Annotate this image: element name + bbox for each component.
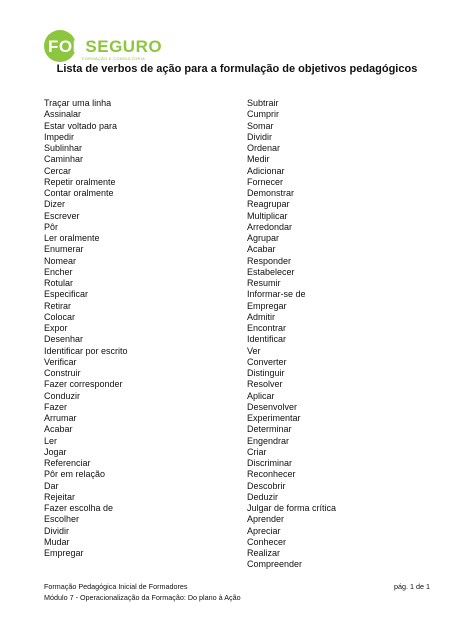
verb-item: Impedir — [44, 131, 75, 142]
verb-item: Ler — [44, 435, 58, 446]
verb-item: Rejeitar — [44, 491, 76, 502]
footer-line-1 — [44, 582, 430, 591]
verb-item: Julgar de forma crítica — [247, 503, 337, 513]
forseguro-logo — [44, 30, 162, 64]
verb-item: Admitir — [247, 311, 276, 322]
verb-item: Construir — [44, 368, 81, 378]
verb-item: Medir — [247, 154, 270, 165]
verb-item: Engendrar — [247, 435, 290, 446]
verb-item: Referenciar — [44, 458, 91, 468]
verb-item: Identificar por escrito — [44, 345, 128, 356]
verb-item: Aprender — [247, 514, 285, 525]
verb-item: Pôr — [44, 221, 59, 232]
verb-item: Empregar — [44, 548, 84, 558]
verb-item: Informar-se de — [247, 289, 306, 300]
verb-item: Assinalar — [44, 109, 82, 120]
verb-item: Somar — [247, 120, 274, 131]
verb-item: Ler oralmente — [44, 233, 100, 243]
verb-item: Fazer — [44, 401, 68, 412]
verb-item: Resolver — [247, 379, 283, 390]
verb-item: Descobrir — [247, 480, 286, 491]
verb-item: Pôr em relação — [44, 469, 106, 480]
verb-item: Repetir oralmente — [44, 176, 116, 187]
verb-item: Estar voltado para — [44, 120, 118, 131]
verb-item: Subtrair — [247, 98, 279, 108]
verb-item: Conhecer — [247, 536, 287, 547]
verb-item: Demonstrar — [247, 188, 295, 198]
verb-item: Expor — [44, 323, 68, 333]
verb-item: Deduzir — [247, 491, 279, 502]
verb-item: Multiplicar — [247, 210, 288, 221]
verb-item: Determinar — [247, 424, 292, 435]
verb-item: Apreciar — [247, 525, 281, 536]
verb-item: Fazer escolha de — [44, 503, 114, 513]
verb-item: Rotular — [44, 278, 74, 288]
verb-item: Contar oralmente — [44, 188, 114, 198]
verb-item: Verificar — [44, 356, 77, 367]
verb-item: Ver — [247, 345, 261, 356]
verb-item: Traçar uma linha — [44, 98, 112, 108]
verb-item: Desenvolver — [247, 401, 298, 412]
verb-item: Realizar — [247, 548, 281, 558]
verb-item: Identificar — [247, 334, 287, 345]
verb-item: Dividir — [247, 131, 273, 142]
verb-item: Reagrupar — [247, 199, 290, 210]
logo-tagline: FORMAÇÃO E CONSULTORIA — [82, 56, 146, 61]
verb-item: Mudar — [44, 536, 70, 547]
verb-item: Arrumar — [44, 413, 77, 423]
verb-item: Jogar — [44, 446, 67, 457]
verb-item: Experimentar — [247, 413, 301, 423]
verb-item: Resumir — [247, 278, 281, 288]
verb-list-left — [44, 98, 128, 559]
footer-course: Formação Pedagógica Inicial de Formadores — [44, 582, 188, 591]
document-title: Lista de verbos de ação para a formulação de objetivos pedagógicos — [56, 63, 418, 75]
verb-item: Fazer corresponder — [44, 379, 123, 390]
verb-item: Dizer — [44, 199, 66, 210]
logo-brand: SEGURO — [85, 37, 163, 56]
verb-item: Discriminar — [247, 458, 292, 468]
verb-item: Arredondar — [247, 221, 293, 232]
verb-item: Acabar — [44, 424, 73, 435]
verb-item: Responder — [247, 255, 292, 266]
verb-item: Sublinhar — [44, 143, 83, 153]
verb-item: Agrupar — [247, 233, 280, 243]
verb-item: Caminhar — [44, 154, 84, 165]
footer-line-2 — [44, 593, 430, 602]
verb-item: Dar — [44, 480, 59, 491]
verb-item: Empregar — [247, 300, 287, 311]
verb-item: Criar — [247, 446, 267, 457]
verb-item: Cercar — [44, 165, 72, 176]
verb-item: Enumerar — [44, 244, 84, 255]
verb-list-right — [247, 98, 336, 571]
verb-item: Conduzir — [44, 390, 81, 401]
verb-item: Acabar — [247, 244, 276, 255]
verb-item: Estabelecer — [247, 266, 295, 277]
footer-module: Módulo 7 - Operacionalização da Formação: Do plano à Ação — [44, 593, 241, 602]
verb-item: Especificar — [44, 289, 89, 300]
verb-item: Colocar — [44, 311, 76, 322]
verb-item: Encher — [44, 266, 73, 277]
page-number: pág. 1 de 1 — [394, 582, 430, 591]
verb-item: Encontrar — [247, 323, 287, 333]
verb-item: Converter — [247, 356, 287, 367]
verb-item: Nomear — [44, 255, 77, 266]
verb-item: Escolher — [44, 514, 80, 525]
verb-item: Reconhecer — [247, 469, 296, 480]
verb-item: Retirar — [44, 300, 72, 311]
verb-item: Aplicar — [247, 390, 275, 401]
verb-item: Dividir — [44, 525, 70, 536]
verb-item: Cumprir — [247, 109, 280, 120]
logo-wordmark — [48, 37, 162, 57]
verb-item: Adicionar — [247, 165, 285, 176]
verb-item: Compreender — [247, 559, 303, 570]
verb-item: Distinguir — [247, 368, 285, 378]
verb-item: Ordenar — [247, 143, 281, 153]
logo-prefix: FOR — [48, 37, 86, 56]
verb-item: Desenhar — [44, 334, 84, 345]
verb-item: Escrever — [44, 210, 80, 221]
verb-item: Fornecer — [247, 176, 284, 187]
